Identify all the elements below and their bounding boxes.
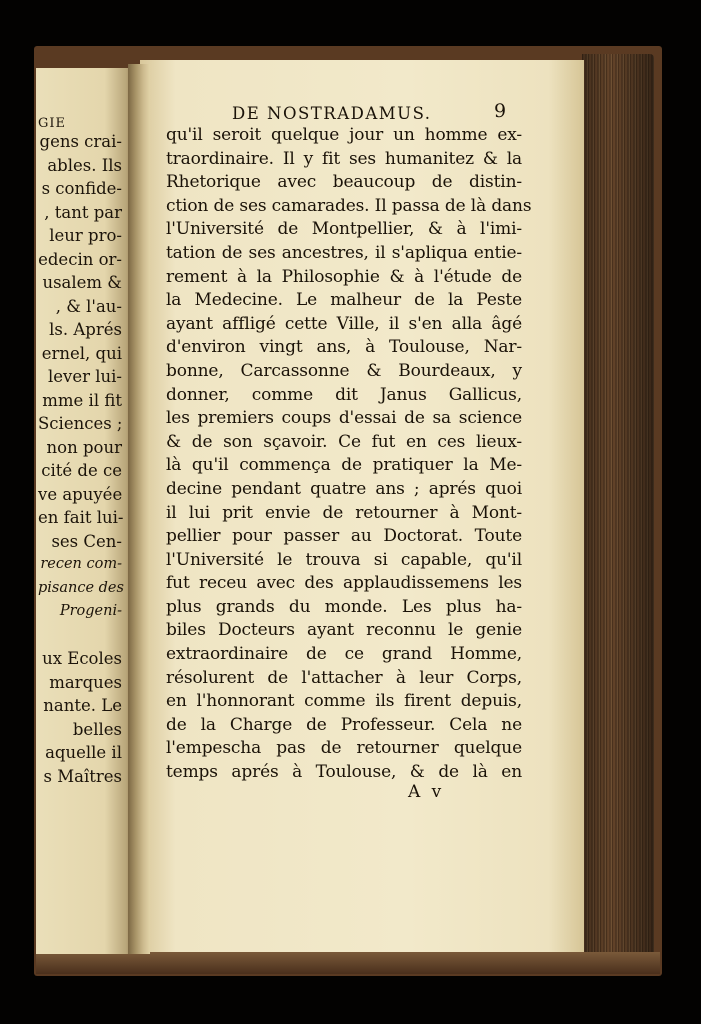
text-line: & de son sçavoir. Ce fut en ces lieux- [166, 431, 522, 452]
book-bottom-edge [36, 952, 660, 974]
left-page [36, 68, 134, 954]
text-line: rement à la Philosophie & à l'étude de [166, 266, 522, 287]
left-line: ux Ecoles [42, 649, 122, 668]
left-line-italic: recen com- [40, 556, 122, 572]
text-line: de la Charge de Professeur. Cela ne [166, 714, 522, 735]
left-line: ables. Ils [47, 155, 122, 175]
text-line: l'Université le trouva si capable, qu'il [166, 549, 522, 570]
text-line: qu'il seroit quelque jour un homme ex- [166, 125, 522, 145]
text-line: il lui prit envie de retourner à Mont- [166, 502, 522, 523]
text-line: temps aprés à Toulouse, & de là en [166, 762, 522, 783]
left-line: ernel, qui [41, 343, 122, 363]
text-line: fut receu avec des applaudissemens les [166, 573, 522, 594]
left-line: ve apuyée [38, 484, 123, 504]
text-line: pellier pour passer au Doctorat. Toute [166, 526, 522, 547]
left-line: aquelle il [45, 743, 122, 762]
left-line: en fait lui- [38, 508, 124, 527]
fore-edge-shadow [582, 54, 654, 960]
text-line: d'environ vingt ans, à Toulouse, Nar- [166, 337, 522, 358]
running-head: DE NOSTRADAMUS. [232, 104, 432, 123]
signature-mark: A v [408, 782, 445, 802]
left-line: non pour [46, 437, 122, 457]
right-page-text [166, 124, 532, 785]
text-line: biles Docteurs ayant reconnu le genie [166, 620, 522, 641]
left-line: ses Cen- [51, 531, 122, 551]
left-line: s Maîtres [43, 766, 122, 786]
text-line: l'empescha pas de retourner quelque [166, 738, 522, 759]
left-line: Sciences ; [38, 414, 123, 433]
left-running-head: GIE [38, 116, 67, 131]
text-line: traordinaire. Il y fit ses humanitez & la [166, 148, 522, 169]
left-line: edecin or- [38, 249, 122, 269]
text-line: plus grands du monde. Les plus ha- [166, 596, 522, 617]
left-line: gens crai- [39, 132, 122, 151]
text-line: ayant affligé cette Ville, il s'en alla âgé [166, 313, 522, 334]
left-line-italic: pisance des [38, 579, 124, 596]
left-line: usalem & [42, 273, 122, 292]
left-line: s confide- [41, 179, 122, 198]
text-line: decine pendant quatre ans ; aprés quoi [166, 478, 522, 499]
page-number: 9 [494, 100, 507, 122]
left-page-text [38, 130, 122, 788]
left-line: lever lui- [47, 367, 122, 386]
left-line: mme il fit [42, 390, 122, 410]
text-line: ction de ses camarades. Il passa de là dans [166, 195, 532, 216]
text-line: résolurent de l'attacher à leur Corps, [166, 667, 522, 688]
left-line: marques [49, 672, 122, 692]
page-gutter [128, 64, 150, 954]
left-line: , tant par [44, 202, 122, 222]
text-line: bonne, Carcassonne & Bourdeaux, y [166, 360, 522, 381]
text-line: l'Université de Montpellier, & à l'imi- [166, 219, 522, 240]
text-line: là qu'il commença de pratiquer la Me- [166, 455, 522, 476]
text-line: en l'honnorant comme ils firent depuis, [166, 691, 522, 712]
left-line: ls. Aprés [49, 320, 122, 339]
left-line: , & l'au- [55, 296, 122, 316]
text-line: la Medecine. Le malheur de la Peste [166, 290, 522, 311]
left-line: cité de ce [41, 461, 122, 480]
left-line-italic: Progeni- [59, 603, 122, 619]
left-line: belles [72, 719, 122, 739]
left-line: leur pro- [49, 226, 122, 245]
text-line: extraordinaire de ce grand Homme, [166, 644, 522, 665]
text-line: les premiers coups d'essai de sa science [166, 408, 522, 429]
text-line: Rhetorique avec beaucoup de distin- [166, 172, 522, 193]
text-line: tation de ses ancestres, il s'apliqua entie- [166, 242, 522, 263]
text-line: donner, comme dit Janus Gallicus, [166, 384, 522, 405]
left-line-blank [38, 624, 122, 648]
left-line: nante. Le [43, 696, 122, 715]
